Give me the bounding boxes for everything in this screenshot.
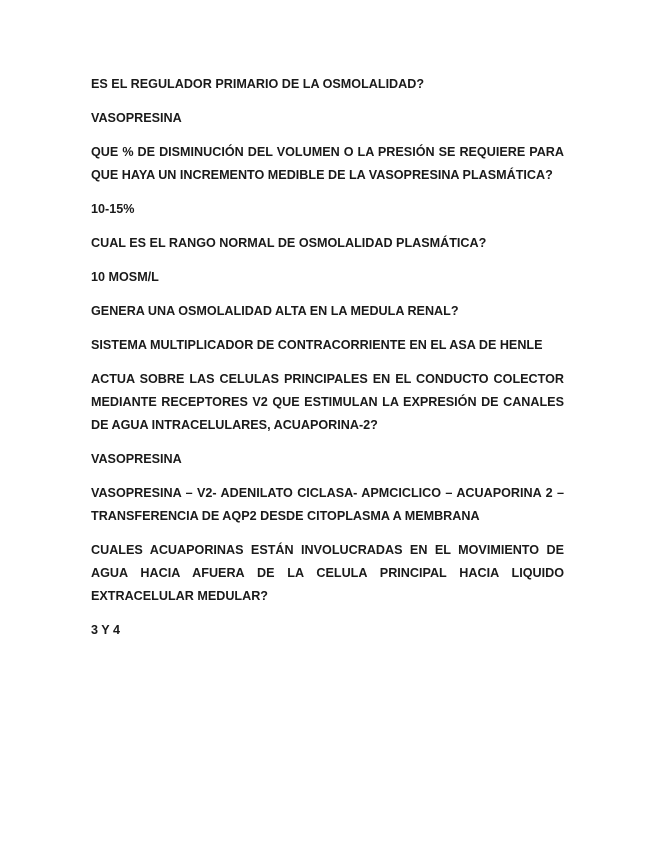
answer-countercurrent-multiplier: SISTEMA MULTIPLICADOR DE CONTRACORRIENTE EN EL ASA DE HENLE bbox=[91, 338, 543, 352]
answer-osmolality-range: 10 MOSM/L bbox=[91, 270, 159, 284]
answer-vasopressin: VASOPRESINA bbox=[91, 111, 182, 125]
question-normal-osmolality-range: CUAL ES EL RANGO NORMAL DE OSMOLALIDAD PLASMÁTICA? bbox=[91, 236, 487, 250]
question-principal-cells-v2: ACTUA SOBRE LAS CELULAS PRINCIPALES EN EL CONDUCTO COLECTOR MEDIANTE RECEPTORES V2 QUE ESTIMULAN LA EXPRESIÓN DE CANALES DE AGUA INTRACELULARES, ACUAPORINA-2? bbox=[91, 372, 564, 432]
answer-percent: 10-15% bbox=[91, 202, 135, 216]
answer-aquaporins: 3 Y 4 bbox=[91, 623, 120, 637]
question-osmolality-regulator: ES EL REGULADOR PRIMARIO DE LA OSMOLALIDAD? bbox=[91, 77, 425, 91]
pathway-description: VASOPRESINA – V2- ADENILATO CICLASA- APMCICLICO – ACUAPORINA 2 – TRANSFERENCIA DE AQP2 DESDE CITOPLASMA A MEMBRANA bbox=[91, 486, 564, 523]
document-page bbox=[91, 73, 564, 653]
answer-vasopressin-2: VASOPRESINA bbox=[91, 452, 182, 466]
question-high-medullary-osmolality: GENERA UNA OSMOLALIDAD ALTA EN LA MEDULA RENAL? bbox=[91, 304, 459, 318]
question-aquaporins-involved: CUALES ACUAPORINAS ESTÁN INVOLUCRADAS EN EL MOVIMIENTO DE AGUA HACIA AFUERA DE LA CELULA PRINCIPAL HACIA LIQUIDO EXTRACELULAR MEDULAR? bbox=[91, 543, 564, 603]
question-volume-decrease-percent: QUE % DE DISMINUCIÓN DEL VOLUMEN O LA PRESIÓN SE REQUIERE PARA QUE HAYA UN INCREMENTO MEDIBLE DE LA VASOPRESINA PLASMÁTICA? bbox=[91, 145, 564, 182]
